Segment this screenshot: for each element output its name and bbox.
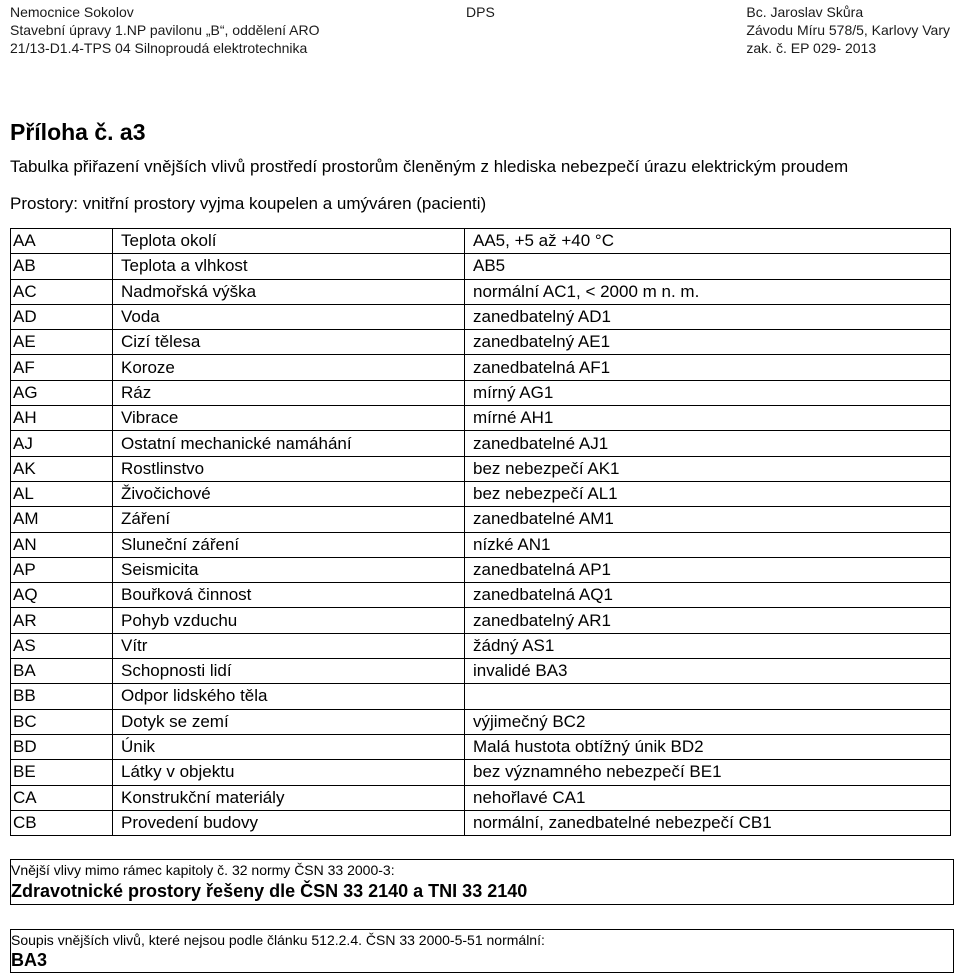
influence-code: AD [11, 304, 113, 329]
influence-value: výjimečný BC2 [465, 709, 951, 734]
table-row [11, 583, 951, 608]
influence-name: Pohyb vzduchu [113, 608, 465, 633]
spaces-line: Prostory: vnitřní prostory vyjma koupelen a umýváren (pacienti) [10, 194, 487, 213]
header-left-line: Stavební úpravy 1.NP pavilonu „B“, oddělení ARO [10, 22, 320, 38]
influences-table-body [11, 229, 951, 836]
table-row [11, 810, 951, 835]
influence-name: Látky v objektu [113, 760, 465, 785]
header-left-line: Nemocnice Sokolov [10, 4, 134, 20]
influence-value: mírné AH1 [465, 406, 951, 431]
external-influences-note [10, 859, 954, 905]
influence-name: Teplota a vlhkost [113, 254, 465, 279]
influence-code: AA [11, 229, 113, 254]
influence-code: CA [11, 785, 113, 810]
influence-code: BC [11, 709, 113, 734]
influence-value: nehořlavé CA1 [465, 785, 951, 810]
influence-value: normální, zanedbatelné nebezpečí CB1 [465, 810, 951, 835]
influence-value: AA5, +5 až +40 °C [465, 229, 951, 254]
influence-name: Teplota okolí [113, 229, 465, 254]
table-row [11, 279, 951, 304]
influence-value: zanedbatelný AR1 [465, 608, 951, 633]
influence-value: zanedbatelná AQ1 [465, 583, 951, 608]
table-row [11, 229, 951, 254]
influence-value: zanedbatelné AM1 [465, 507, 951, 532]
influence-name: Vítr [113, 633, 465, 658]
header-left [10, 3, 319, 57]
influence-value: zanedbatelný AD1 [465, 304, 951, 329]
influence-name: Vibrace [113, 406, 465, 431]
influence-code: AJ [11, 431, 113, 456]
table-description: Tabulka přiřazení vnějších vlivů prostředí prostorům členěným z hlediska nebezpečí úrazu elektrickým proudem [10, 157, 849, 176]
influence-code: AS [11, 633, 113, 658]
table-row [11, 380, 951, 405]
note-statement: Zdravotnické prostory řešeny dle ČSN 33 2140 a TNI 33 2140 [11, 881, 528, 901]
influence-code: CB [11, 810, 113, 835]
influence-name: Záření [113, 507, 465, 532]
influence-value: mírný AG1 [465, 380, 951, 405]
influence-code: AG [11, 380, 113, 405]
influence-code: AQ [11, 583, 113, 608]
note-statement: BA3 [11, 950, 48, 970]
table-row [11, 734, 951, 759]
influence-code: AE [11, 330, 113, 355]
page-title: Příloha č. a3 [10, 119, 146, 145]
table-row [11, 481, 951, 506]
table-row [11, 532, 951, 557]
table-row [11, 608, 951, 633]
note-caption: Vnější vlivy mimo rámec kapitoly č. 32 normy ČSN 33 2000-3: [11, 862, 395, 878]
influence-name: Koroze [113, 355, 465, 380]
influence-value: Malá hustota obtížný únik BD2 [465, 734, 951, 759]
influence-value: bez nebezpečí AL1 [465, 481, 951, 506]
header-right-line: Bc. Jaroslav Skůra [746, 4, 864, 20]
influence-value: invalidé BA3 [465, 659, 951, 684]
influence-code: AM [11, 507, 113, 532]
table-row [11, 760, 951, 785]
table-row [11, 659, 951, 684]
influence-code: AH [11, 406, 113, 431]
influence-name: Sluneční záření [113, 532, 465, 557]
influence-code: AB [11, 254, 113, 279]
abnormal-influences-note [10, 929, 954, 973]
influence-name: Dotyk se zemí [113, 709, 465, 734]
table-row [11, 684, 951, 709]
influence-name: Cizí tělesa [113, 330, 465, 355]
influence-code: AK [11, 456, 113, 481]
influence-name: Ostatní mechanické namáhání [113, 431, 465, 456]
table-row [11, 785, 951, 810]
influence-code: BA [11, 659, 113, 684]
table-row [11, 330, 951, 355]
table-row [11, 355, 951, 380]
influence-value: žádný AS1 [465, 633, 951, 658]
influence-code: BD [11, 734, 113, 759]
influence-value: zanedbatelná AF1 [465, 355, 951, 380]
influence-code: BE [11, 760, 113, 785]
influence-name: Schopnosti lidí [113, 659, 465, 684]
influence-code: BB [11, 684, 113, 709]
header-left-line: 21/13-D1.4-TPS 04 Silnoproudá elektrotechnika [10, 40, 308, 56]
influence-code: AF [11, 355, 113, 380]
table-row [11, 507, 951, 532]
influence-value: bez významného nebezpečí BE1 [465, 760, 951, 785]
table-row [11, 406, 951, 431]
header-right-line: Závodu Míru 578/5, Karlovy Vary [746, 22, 950, 38]
table-row [11, 709, 951, 734]
influence-value: normální AC1, < 2000 m n. m. [465, 279, 951, 304]
influence-value: zanedbatelný AE1 [465, 330, 951, 355]
influence-name: Provedení budovy [113, 810, 465, 835]
influence-name: Živočichové [113, 481, 465, 506]
table-row [11, 557, 951, 582]
header-center [466, 3, 495, 21]
table-row [11, 456, 951, 481]
influence-name: Seismicita [113, 557, 465, 582]
influence-code: AL [11, 481, 113, 506]
table-row [11, 431, 951, 456]
influence-code: AN [11, 532, 113, 557]
influence-value: AB5 [465, 254, 951, 279]
influence-name: Nadmořská výška [113, 279, 465, 304]
influence-name: Ráz [113, 380, 465, 405]
influence-name: Rostlinstvo [113, 456, 465, 481]
influence-name: Konstrukční materiály [113, 785, 465, 810]
header-right-line: zak. č. EP 029- 2013 [746, 40, 877, 56]
header-center-line: DPS [466, 4, 495, 20]
influence-name: Bouřková činnost [113, 583, 465, 608]
influence-name: Odpor lidského těla [113, 684, 465, 709]
influence-value [465, 684, 951, 709]
influence-code: AC [11, 279, 113, 304]
influence-code: AR [11, 608, 113, 633]
influence-code: AP [11, 557, 113, 582]
table-row [11, 304, 951, 329]
influence-name: Voda [113, 304, 465, 329]
influence-name: Únik [113, 734, 465, 759]
header-right [746, 3, 950, 57]
influence-value: zanedbatelné AJ1 [465, 431, 951, 456]
influence-value: zanedbatelná AP1 [465, 557, 951, 582]
table-row [11, 633, 951, 658]
influence-value: nízké AN1 [465, 532, 951, 557]
influence-value: bez nebezpečí AK1 [465, 456, 951, 481]
table-row [11, 254, 951, 279]
influences-table [10, 228, 951, 836]
note-caption: Soupis vnějších vlivů, které nejsou podle článku 512.2.4. ČSN 33 2000-5-51 normální: [11, 932, 545, 948]
